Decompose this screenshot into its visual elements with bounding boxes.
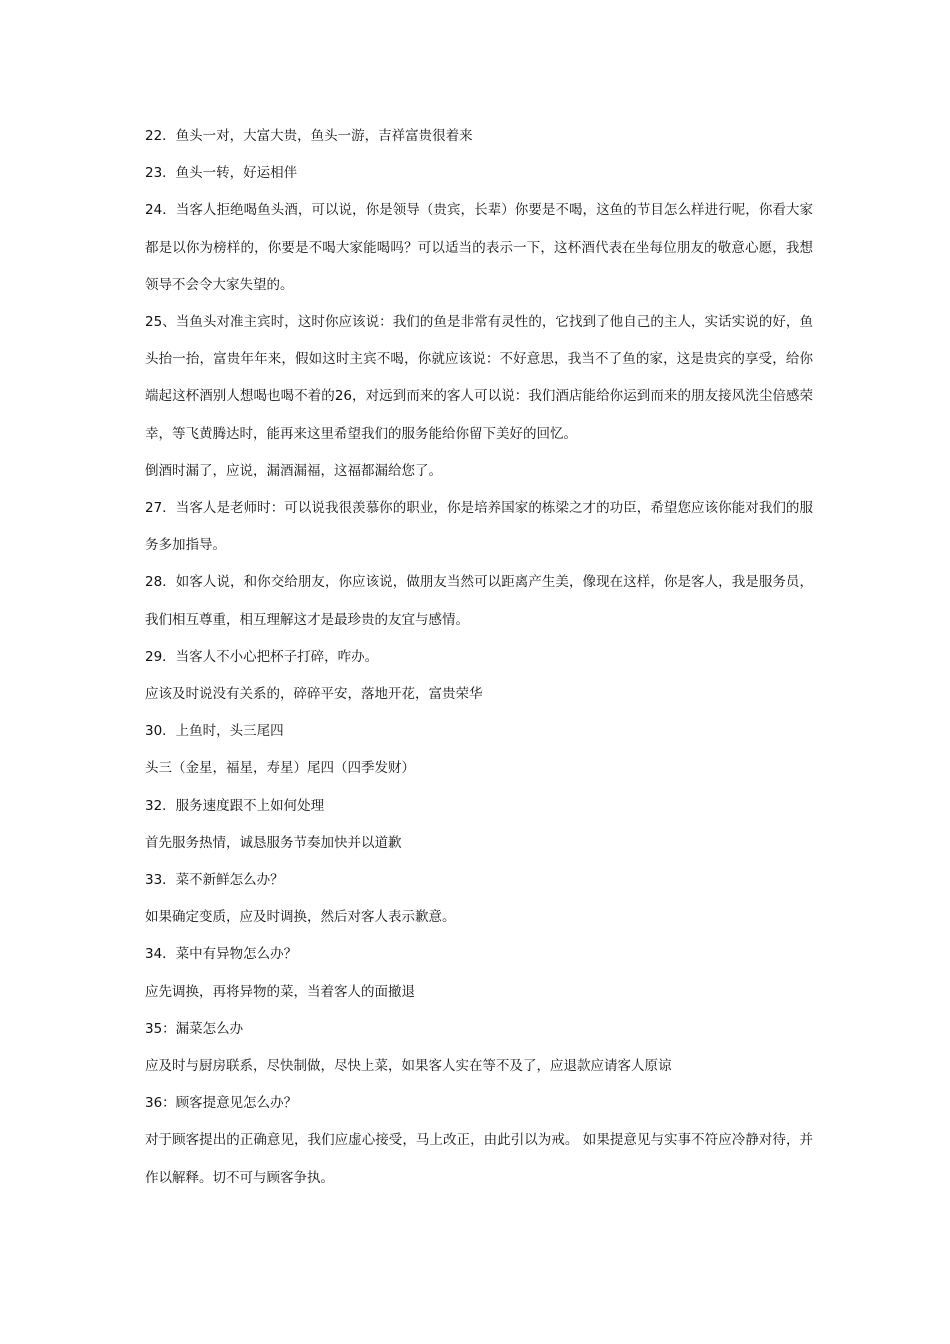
- paragraph-34-answer: 应先调换，再将异物的菜，当着客人的面撤退: [145, 983, 415, 1000]
- paragraph-36-answer: 对于顾客提出的正确意见，我们应虚心接受，马上改正，由此引以为戒。 如果提意见与实事不符应冷静对待，并作以解释。切不可与顾客争执。: [145, 1132, 813, 1186]
- paragraph-32-answer: 首先服务热情，诚恳服务节奏加快并以道歉: [145, 834, 402, 851]
- paragraph-27: 27．当客人是老师时：可以说我很羡慕你的职业，你是培养国家的栋梁之才的功臣，希望您应该你能对我们的服务多加指导。: [145, 500, 813, 554]
- paragraph-35-answer: 应及时与厨房联系，尽快制做，尽快上菜，如果客人实在等不及了，应退款应请客人原谅: [145, 1058, 672, 1075]
- document-body: [145, 118, 813, 1197]
- paragraph-29: 29．当客人不小心把杯子打碎，咋办。: [145, 648, 379, 665]
- paragraph-24: 24．当客人拒绝喝鱼头酒，可以说，你是领导（贵宾，长辈）你要是不喝，这鱼的节目怎么样进行呢，你看大家都是以你为榜样的，你要是不喝大家能喝吗？可以适当的表示一下，这杯酒代表在坐每位朋友的敬意心愿，我想领导不会令大家失望的。: [145, 202, 813, 293]
- paragraph-32: 32．服务速度跟不上如何处理: [145, 797, 325, 814]
- paragraph-34: 34．菜中有异物怎么办？: [145, 946, 298, 963]
- paragraph-25: 25、当鱼头对准主宾时，这时你应该说：我们的鱼是非常有灵性的，它找到了他自己的主人，实话实说的好，鱼头抬一抬，富贵年年来，假如这时主宾不喝，你就应该说：不好意思，我当不了鱼的家，这是贵宾的享受，给你端起这杯酒别人想喝也喝不着的26，对远到而来的客人可以说：我们酒店能给你运到而来的朋友接风洗尘倍感荣幸，等飞黄腾达时，能再来这里希望我们的服务能给你留下美好的回忆。: [145, 314, 813, 442]
- paragraph-36: 36：顾客提意见怎么办？: [145, 1095, 298, 1112]
- paragraph-22: 22．鱼头一对，大富大贵，鱼头一游，吉祥富贵很着来: [145, 128, 473, 144]
- paragraph-30: 30．上鱼时，头三尾四: [145, 723, 284, 740]
- paragraph-23: 23．鱼头一转，好运相伴: [145, 165, 298, 182]
- paragraph-spill-wine: 倒酒时漏了，应说，漏酒漏福，这福都漏给您了。: [145, 462, 442, 479]
- paragraph-30-answer: 头三（金星，福星，寿星）尾四（四季发财）: [145, 760, 415, 777]
- paragraph-29-answer: 应该及时说没有关系的，碎碎平安，落地开花，富贵荣华: [145, 686, 483, 703]
- paragraph-28: 28．如客人说，和你交给朋友，你应该说，做朋友当然可以距离产生美，像现在这样，你是客人，我是服务员，我们相互尊重，相互理解这才是最珍贵的友宜与感情。: [145, 574, 813, 628]
- paragraph-35: 35：漏菜怎么办: [145, 1020, 244, 1037]
- paragraph-33: 33．菜不新鲜怎么办？: [145, 872, 284, 889]
- paragraph-33-answer: 如果确定变质，应及时调换，然后对客人表示歉意。: [145, 909, 456, 926]
